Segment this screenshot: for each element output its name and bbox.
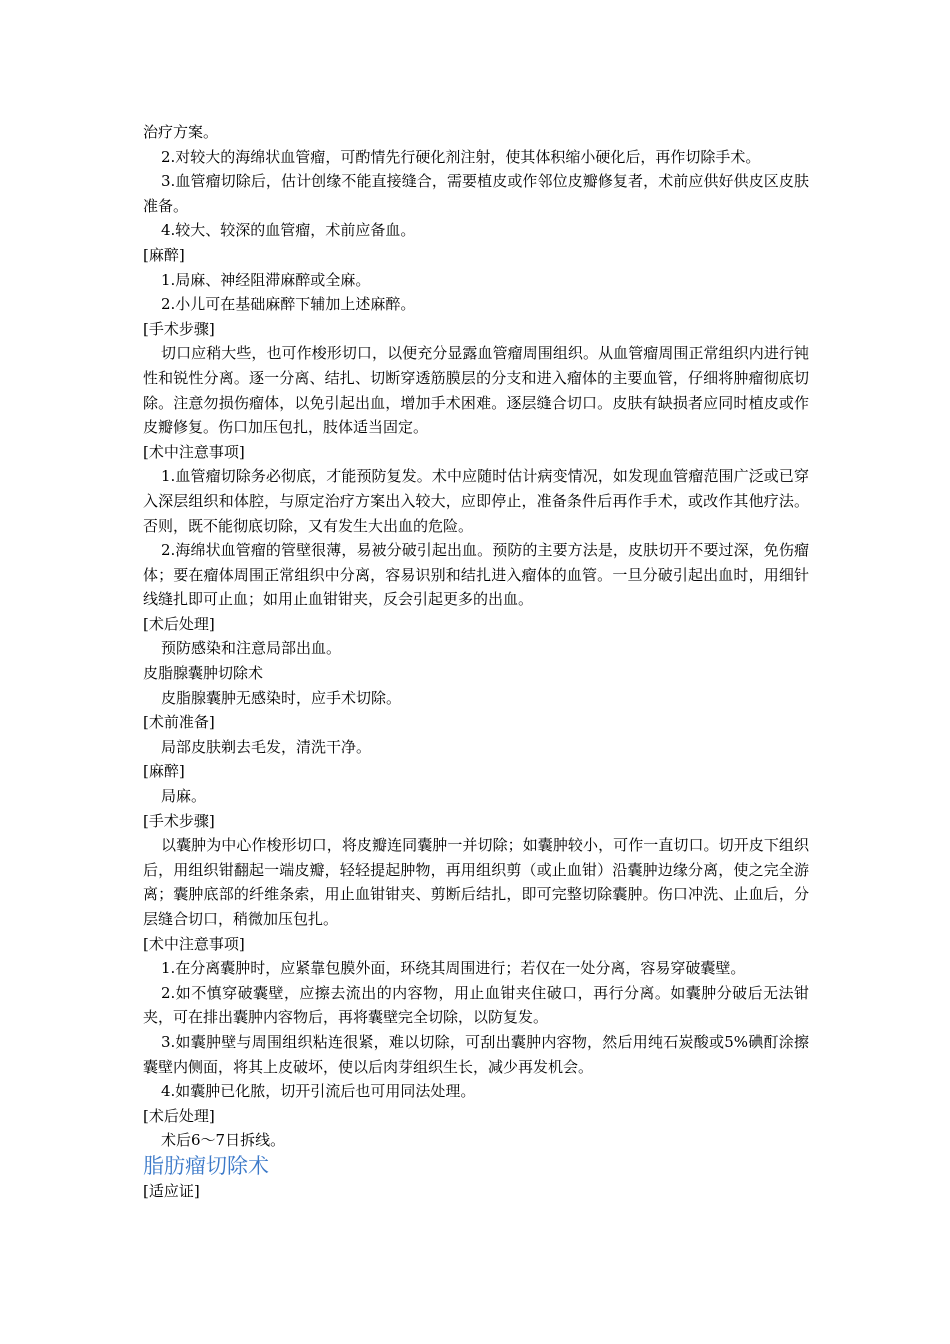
section-label: [术中注意事项] — [143, 442, 245, 461]
paragraph: 1.局麻、神经阻滞麻醉或全麻。 — [161, 270, 371, 289]
procedure-title: 皮脂腺囊肿切除术 — [143, 664, 264, 683]
paragraph: 3.如囊肿壁与周围组织粘连很紧，难以切除，可刮出囊肿内容物，然后用纯石炭酸或5%碘酊涂擦囊壁内侧面，将其上皮破坏，使以后肉芽组织生长，减少再发机会。 — [143, 1032, 809, 1076]
document-page — [143, 120, 809, 1204]
paragraph: 4.较大、较深的血管瘤，术前应备血。 — [161, 221, 416, 240]
paragraph: 以囊肿为中心作梭形切口，将皮瓣连同囊肿一并切除；如囊肿较小，可作一直切口。切开皮下组织后，用组织钳翻起一端皮瓣，轻轻提起肿物，再用组织剪（或止血钳）沿囊肿边缘分离，使之完全游离；囊肿底部的纤维条索，用止血钳钳夹、剪断后结扎，即可完整切除囊肿。伤口冲洗、止血后，分层缝合切口，稍微加压包扎。 — [143, 836, 809, 928]
section-label: [手术步骤] — [143, 811, 215, 830]
section-label: [麻醉] — [143, 762, 185, 781]
paragraph: 4.如囊肿已化脓，切开引流后也可用同法处理。 — [161, 1082, 476, 1101]
section-label: [麻醉] — [143, 245, 185, 264]
section-heading: 脂肪瘤切除术 — [143, 1153, 269, 1178]
paragraph: 切口应稍大些，也可作梭形切口，以便充分显露血管瘤周围组织。从血管瘤周围正常组织内进行钝性和锐性分离。逐一分离、结扎、切断穿透筋膜层的分支和进入瘤体的主要血管，仔细将肿瘤彻底切除。注意勿损伤瘤体，以免引起出血，增加手术困难。逐层缝合切口。皮肤有缺损者应同时植皮或作皮瓣修复。伤口加压包扎，肢体适当固定。 — [143, 344, 809, 437]
paragraph: 3.血管瘤切除后，估计创缘不能直接缝合，需要植皮或作邻位皮瓣修复者，术前应供好供皮区皮肤准备。 — [143, 172, 809, 215]
paragraph: 局麻。 — [161, 787, 207, 806]
paragraph: 2.如不慎穿破囊壁，应擦去流出的内容物，用止血钳夹住破口，再行分离。如囊肿分破后无法钳夹，可在排出囊肿内容物后，再将囊壁完全切除，以防复发。 — [143, 983, 809, 1027]
section-label: [适应证] — [143, 1181, 200, 1200]
paragraph: 1.在分离囊肿时，应紧靠包膜外面，环绕其周围进行；若仅在一处分离，容易穿破囊壁。 — [161, 959, 746, 978]
paragraph: 2.小儿可在基础麻醉下辅加上述麻醉。 — [161, 295, 416, 314]
paragraph: 2.对较大的海绵状血管瘤，可酌情先行硬化剂注射，使其体积缩小硬化后，再作切除手术。 — [161, 147, 761, 166]
paragraph: 1.血管瘤切除务必彻底，才能预防复发。术中应随时估计病变情况，如发现血管瘤范围广泛或已穿入深层组织和体腔，与原定治疗方案出入较大，应即停止，准备条件后再作手术，或改作其他疗法。否则，既不能彻底切除，又有发生大出血的危险。 — [143, 467, 809, 535]
section-label: [术前准备] — [143, 713, 215, 732]
paragraph: 治疗方案。 — [143, 123, 219, 141]
paragraph: 预防感染和注意局部出血。 — [161, 639, 342, 658]
section-label: [手术步骤] — [143, 319, 215, 338]
paragraph: 术后6～7日拆线。 — [161, 1131, 286, 1150]
paragraph: 2.海绵状血管瘤的管壁很薄，易被分破引起出血。预防的主要方法是，皮肤切开不要过深，免伤瘤体；要在瘤体周围正常组织中分离，容易识别和结扎进入瘤体的血管。一旦分破引起出血时，用细针线缝扎即可止血；如用止血钳钳夹，反会引起更多的出血。 — [143, 541, 809, 609]
section-label: [术中注意事项] — [143, 934, 245, 953]
section-label: [术后处理] — [143, 1106, 215, 1125]
section-label: [术后处理] — [143, 614, 215, 633]
paragraph: 局部皮肤剃去毛发，清洗干净。 — [161, 737, 372, 756]
paragraph: 皮脂腺囊肿无感染时，应手术切除。 — [161, 688, 402, 707]
